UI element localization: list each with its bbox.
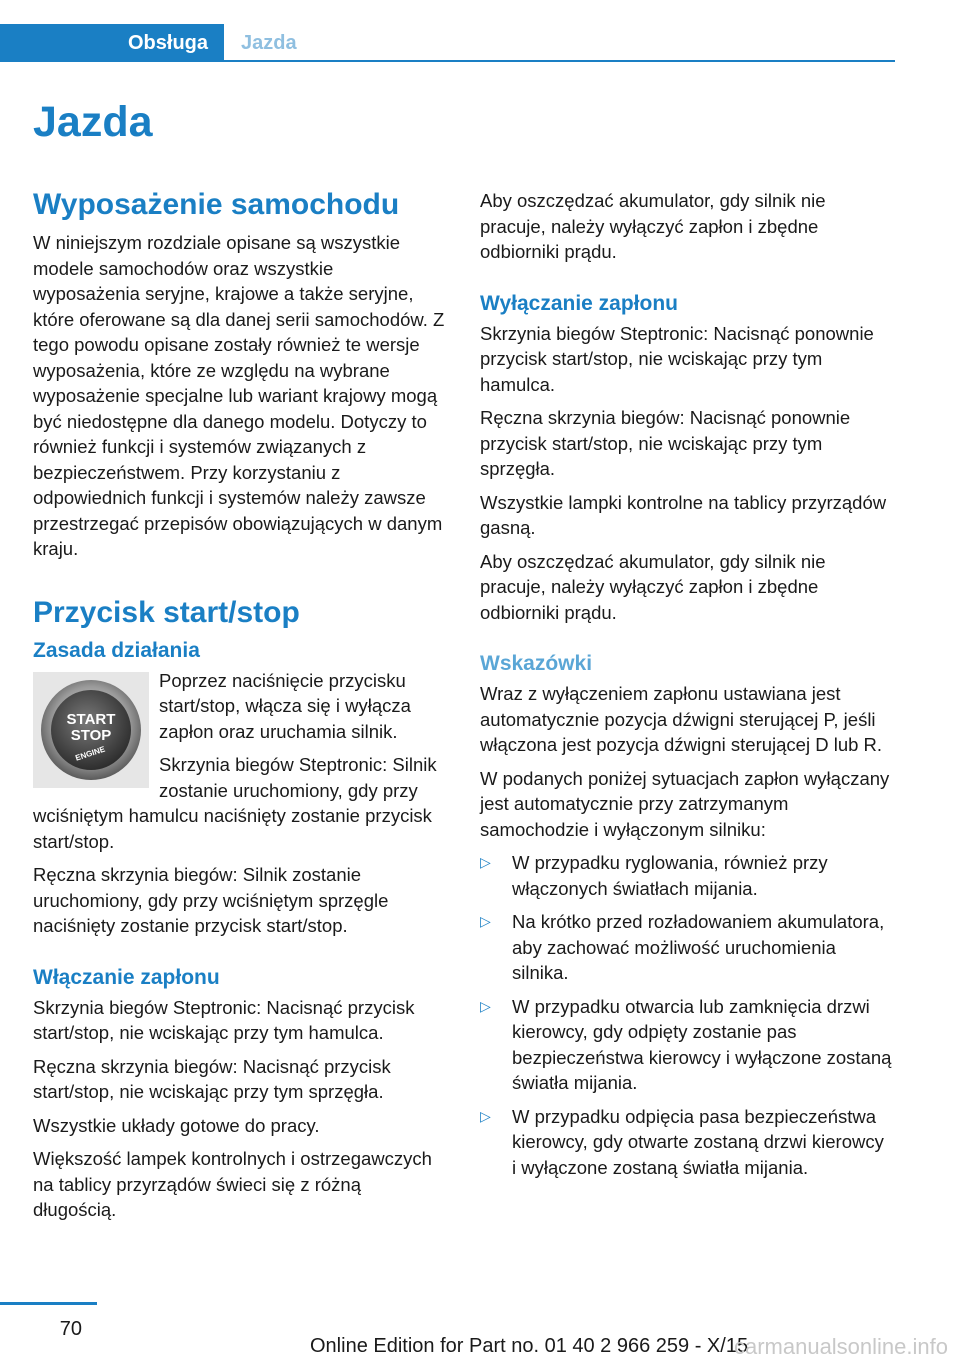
paragraph-principle-2: Skrzynia biegów Steptronic: Silnik zostanie uruchomiony, gdy przy wciśniętym hamulcu naciśnięty zostanie przycisk start/stop. <box>33 754 437 852</box>
paragraph-equipment: W niniejszym rozdziale opisane są wszystkie modele samochodów oraz wszystkie wyposażenia seryjne, krajowe a także seryjne, które oferowane są dla danej serii samochodów. Z tego powodu opisane zostały również te wersje wyposażenia, które ze względu na wybrane wyposażenie specjalne lub wariant krajowy mogą być niedostępne dla danego modelu. Dotyczy to również funkcji i systemów związanych z bezpieczeństwem. Przy korzystaniu z odpowiednich funkcji i systemów należy zawsze przestrzegać przepisów obowiązujących w danym kraju. <box>33 232 445 559</box>
triangle-bullet-icon: ▷ <box>480 913 491 929</box>
start-stop-button-icon <box>33 672 149 788</box>
button-label-start: START <box>66 710 116 728</box>
edition-footer: Online Edition for Part no. 01 40 2 966 259 - X/15 <box>310 1335 749 1357</box>
paragraph-battery-1: Aby oszczędzać akumulator, gdy silnik nie pracuje, należy wyłączyć zapłon i zbędne odbiorniki prądu. <box>480 190 826 262</box>
paragraph-on-4: Większość lampek kontrolnych i ostrzegawczych na tablicy przyrządów świeci się z różną długością. <box>33 1148 432 1220</box>
heading-start-stop-button: Przycisk start/stop <box>33 595 300 629</box>
paragraph-battery-2: Aby oszczędzać akumulator, gdy silnik nie pracuje, należy wyłączyć zapłon i zbędne odbiorniki prądu. <box>480 550 826 623</box>
page-number-rule <box>0 1302 97 1305</box>
tab-obsluga[interactable]: Obsługa <box>0 24 224 62</box>
header-tabs <box>0 0 895 62</box>
start-stop-button-image <box>33 672 149 788</box>
paragraph-principle-3: Ręczna skrzynia biegów: Silnik zostanie uruchomiony, gdy przy wciśniętym sprzęgle naciśnięty zostanie przycisk start/stop. <box>33 864 389 936</box>
page-number: 70 <box>59 1318 82 1340</box>
triangle-bullet-icon: ▷ <box>480 997 491 1014</box>
button-label-stop: STOP <box>70 726 112 744</box>
triangle-bullet-icon: ▷ <box>480 854 491 870</box>
paragraph-off-1: Skrzynia biegów Steptronic: Nacisnąć ponownie przycisk start/stop, nie wciskając przy tym hamulca. <box>480 322 874 395</box>
paragraph-notes-2: W podanych poniżej sytuacjach zapłon wyłączany jest automatycznie przy zatrzymanym samochodzie i wyłączonym silniku: <box>480 767 890 840</box>
triangle-bullet-icon: ▷ <box>480 1107 491 1124</box>
header-rule <box>224 60 895 62</box>
left-column <box>33 188 445 1231</box>
button-label-engine: ENGINE <box>74 744 107 763</box>
list-item-text: W przypadku odpięcia pasa bezpieczeństwa kierowcy, gdy otwarte zostaną drzwi kierowcy i wyłączone zostaną światła mijania. <box>512 1105 884 1178</box>
paragraph-on-2: Ręczna skrzynia biegów: Nacisnąć przycisk start/stop, nie wciskając przy tym sprzęgła. <box>33 1055 391 1102</box>
right-column <box>480 188 892 1188</box>
list-item <box>480 909 892 986</box>
paragraph-off-2: Ręczna skrzynia biegów: Nacisnąć ponownie przycisk start/stop, nie wciskając przy tym sprzęgła. <box>480 407 851 479</box>
list-item <box>480 850 892 901</box>
chapter-title: Jazda <box>33 98 153 146</box>
paragraph-on-1: Skrzynia biegów Steptronic: Nacisnąć przycisk start/stop, nie wciskając przy tym hamulca. <box>33 996 415 1043</box>
heading-notes: Wskazówki <box>480 652 593 675</box>
tab-jazda[interactable]: Jazda <box>241 32 297 54</box>
list-item-text: W przypadku ryglowania, również przy włączonych światłach mijania. <box>512 852 828 899</box>
heading-ignition-off: Wyłączanie zapłonu <box>480 291 678 315</box>
heading-principle: Zasada działania <box>33 638 200 662</box>
shutdown-conditions-list <box>480 850 892 1180</box>
list-item <box>480 994 892 1096</box>
heading-equipment: Wyposażenie samochodu <box>33 188 400 221</box>
list-item-text: Na krótko przed rozładowaniem akumulatora, aby zachować możliwość uruchomienia silnika. <box>512 911 885 983</box>
paragraph-principle-1: Poprzez naciśnięcie przycisku start/stop, włącza się i wyłącza zapłon oraz uruchamia silnik. <box>159 669 411 742</box>
paragraph-off-3: Wszystkie lampki kontrolne na tablicy przyrządów gasną. <box>480 491 887 538</box>
paragraph-on-3: Wszystkie układy gotowe do pracy. <box>33 1114 320 1136</box>
watermark: carmanualsonline.info <box>733 1334 948 1359</box>
paragraph-notes-1: Wraz z wyłączeniem zapłonu ustawiana jest automatycznie pozycja dźwigni sterującej P, jeśli włączona jest pozycja dźwigni sterującej D lub R. <box>480 683 883 755</box>
list-item-text: W przypadku otwarcia lub zamknięcia drzwi kierowcy, gdy odpięty zostanie pas bezpieczeństwa kierowcy i wyłączone zostaną światła mijania. <box>512 995 892 1093</box>
list-item <box>480 1104 892 1181</box>
heading-ignition-on: Włączanie zapłonu <box>33 965 220 989</box>
